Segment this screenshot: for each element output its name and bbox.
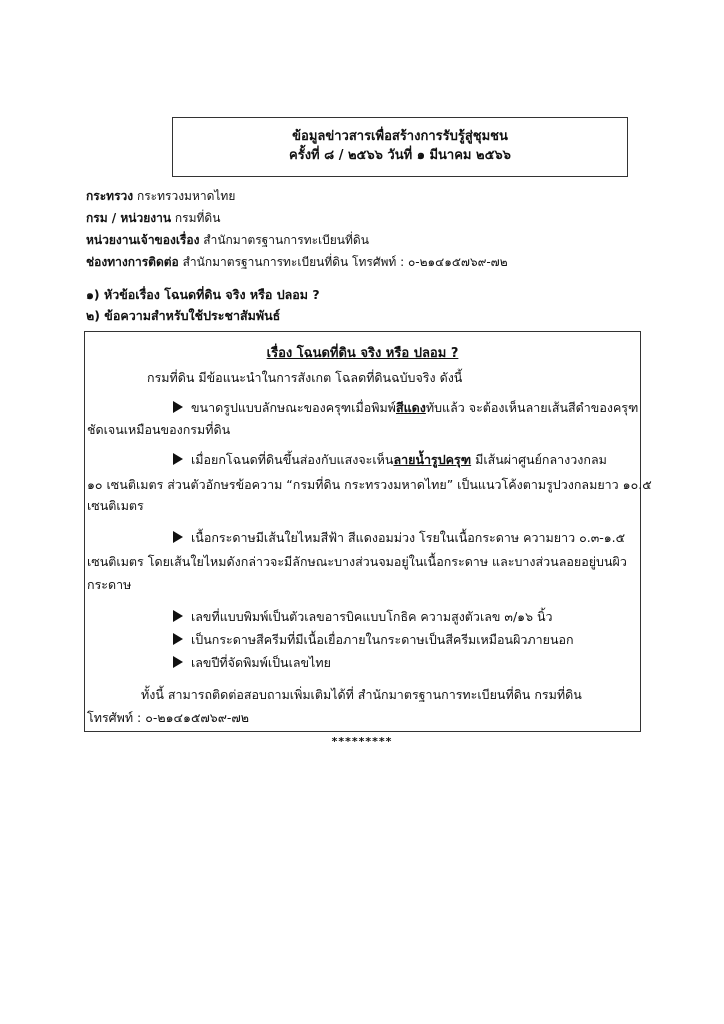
header-box — [172, 117, 628, 177]
end-marker: ********* — [331, 735, 393, 748]
closing-text: ทั้งนี้ สามารถติดต่อสอบถามเพิ่มเติมได้ที่ สำนักมาตรฐานการทะเบียนที่ดิน กรมที่ดิน — [141, 687, 582, 702]
arrow-bullet-icon — [173, 531, 183, 543]
bullet-1: ขนาดรูปแบบลักษณะของครุฑเมื่อพิมพ์สีแดงทับแล้ว จะต้องเห็นลายเส้นสีดำของครุฑ — [173, 400, 638, 416]
arrow-bullet-icon — [173, 633, 183, 645]
bullet-2-cont: ๑๐ เซนติเมตร ส่วนตัวอักษรข้อความ “กรมที่ดิน กระทรวงมหาดไทย” เป็นแนวโค้งตามรูปวงกลมยาว ๑๐.๕ — [87, 477, 652, 492]
arrow-bullet-icon — [173, 610, 183, 622]
department-value: กรมที่ดิน — [174, 211, 221, 225]
bullet-6: เลขปีที่จัดพิมพ์เป็นเลขไทย — [173, 655, 331, 671]
meta-contact — [86, 254, 508, 270]
contact-value: สำนักมาตรฐานการทะเบียนที่ดิน โทรศัพท์ : ๐-๒๑๔๑๕๗๖๙-๗๒ — [182, 255, 508, 269]
contact-label: ช่องทางการติดต่อ — [86, 255, 179, 269]
meta-department — [86, 210, 220, 226]
section-pr-message: ๒) ข้อความสำหรับใช้ประชาสัมพันธ์ — [86, 308, 281, 323]
ministry-value: กระทรวงมหาดไทย — [136, 189, 236, 203]
message-title: เรื่อง โฉนดที่ดิน จริง หรือ ปลอม ? — [266, 346, 459, 361]
header-issue-date: ครั้งที่ ๘ / ๒๕๖๖ วันที่ ๑ มีนาคม ๒๕๖๖ — [289, 148, 511, 163]
owner-value: สำนักมาตรฐานการทะเบียนที่ดิน — [203, 233, 369, 247]
arrow-bullet-icon — [173, 453, 183, 465]
bullet-5: เป็นกระดาษสีครีมที่มีเนื้อเยื่อภายในกระดาษเป็นสีครีมเหมือนผิวภายนอก — [173, 632, 574, 648]
message-intro: กรมที่ดิน มีข้อแนะนำในการสังเกต โฉลดที่ดินฉบับจริง ดังนี้ — [147, 370, 463, 385]
ministry-label: กระทรวง — [86, 189, 134, 203]
closing-phone: โทรศัพท์ : ๐-๒๑๔๑๕๗๖๙-๗๒ — [87, 710, 250, 725]
bullet-2: เมื่อยกโฉนดที่ดินขึ้นส่องกับแสงจะเห็นลายน้ำรูปครุฑ มีเส้นผ่าศูนย์กลางวงกลม — [173, 452, 607, 468]
arrow-bullet-icon — [173, 401, 183, 413]
owner-label: หน่วยงานเจ้าของเรื่อง — [86, 233, 200, 247]
meta-owner — [86, 232, 369, 248]
bullet-3-cont-2: กระดาษ — [87, 577, 132, 592]
arrow-bullet-icon — [173, 656, 183, 668]
header-title: ข้อมูลข่าวสารเพื่อสร้างการรับรู้สู่ชุมชน — [292, 129, 508, 144]
department-label: กรม / หน่วยงาน — [86, 211, 172, 225]
bullet-1-cont: ชัดเจนเหมือนของกรมที่ดิน — [87, 422, 231, 437]
meta-ministry — [86, 188, 235, 204]
bullet-3: เนื้อกระดาษมีเส้นใยไหมสีฟ้า สีแดงอมม่วง โรยในเนื้อกระดาษ ความยาว ๐.๓-๑.๕ — [173, 530, 625, 546]
message-box — [84, 331, 652, 732]
bullet-3-cont: เซนติเมตร โดยเส้นใยไหมดังกล่าวจะมีลักษณะบางส่วนจมอยู่ในเนื้อกระดาษ และบางส่วนลอยอยู่บนผิว — [87, 554, 627, 569]
bullet-2-cont-2: เซนติเมตร — [87, 498, 144, 513]
bullet-4: เลขที่แบบพิมพ์เป็นตัวเลขอารบิคแบบโกธิค ความสูงตัวเลข ๓/๑๖ นิ้ว — [173, 609, 553, 625]
section-topic: ๑) หัวข้อเรื่อง โฉนดที่ดิน จริง หรือ ปลอม ? — [86, 287, 320, 302]
